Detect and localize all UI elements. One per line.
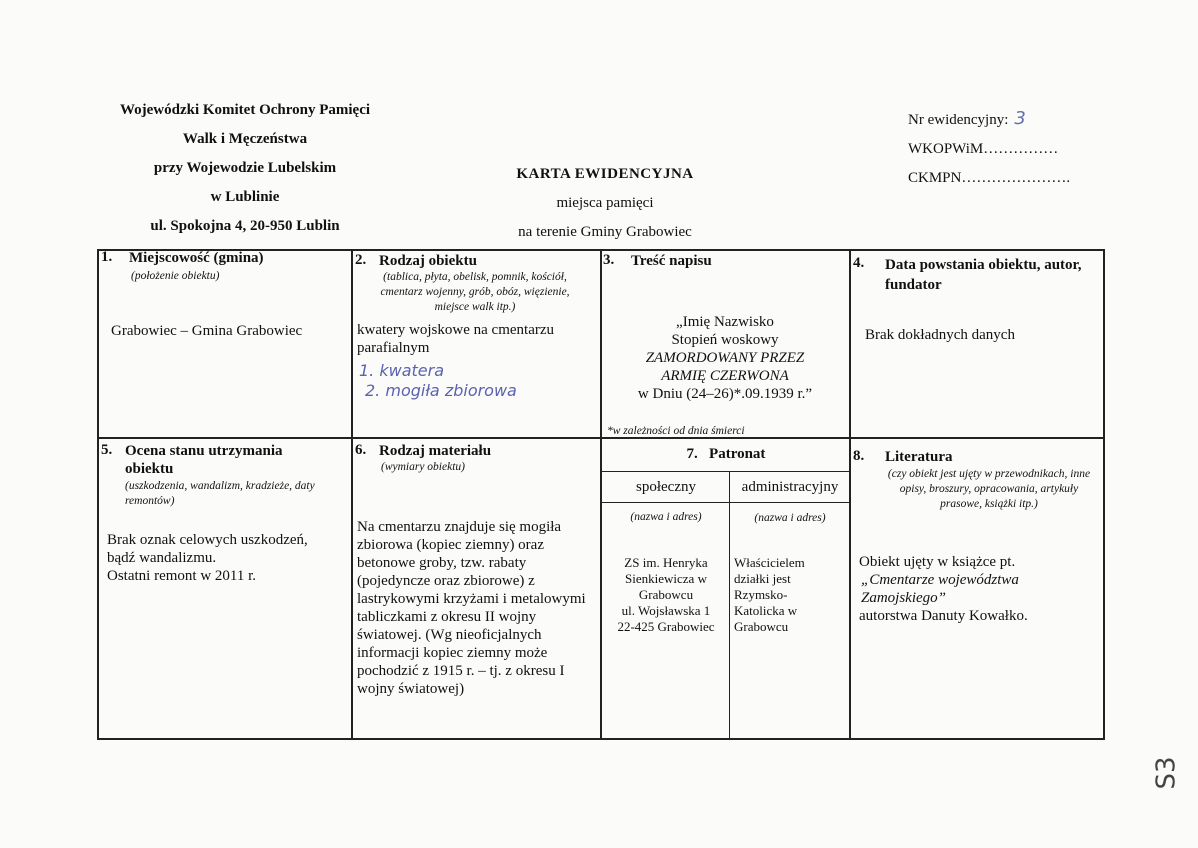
patronage-line: Grabowcu (638, 587, 694, 602)
cell-hint: (uszkodzenia, wandalizm, kradzieże, daty remontów) (125, 480, 315, 507)
cell-number: 8. (853, 448, 865, 464)
inscription-line: ZAMORDOWANY PRZEZ (645, 350, 805, 366)
creation-date-value: Brak dokładnych danych (865, 327, 1015, 343)
cell-hint: (wymiary obiektu) (381, 461, 465, 473)
org-line: ul. Spokojna 4, 20-950 Lublin (150, 218, 340, 234)
cell-material (355, 439, 597, 737)
cell-number: 3. (603, 252, 615, 268)
column-divider (600, 249, 602, 740)
org-line: Wojewódzki Komitet Ochrony Pamięci (119, 102, 371, 118)
cell-number: 7. (686, 446, 698, 462)
registry-numbers (908, 104, 1070, 193)
condition-line: bądź wandalizmu. (107, 550, 217, 566)
patronage-social-value (603, 555, 729, 635)
condition-line: Brak oznak celowych uszkodzeń, (107, 532, 308, 548)
patronage-admin-value (734, 555, 849, 635)
literature-book-title: „Cmentarze województwa Zamojskiego” (861, 572, 1019, 606)
inscription-line: „Imię Nazwisko (676, 314, 774, 330)
patronage-title: Patronat (709, 446, 766, 462)
material-value: Na cmentarzu znajduje się mogiła zbiorowa (kopiec ziemny) oraz betonowe groby, tzw. rabaty (pojedyncze oraz zbiorowe) z lastrykowymi krzyżami i metalowymi tabliczkami z okresu II wojny światowej. (Wg nieoficjalnych informacji kopiec ziemny może pochodzić z 1915 r. – tj. z okresu I wojny światowej) (357, 519, 586, 697)
object-type-value: kwatery wojskowe na cmentarzu parafialnym (357, 322, 555, 356)
patronage-line: działki jest (734, 571, 791, 586)
cell-patronage (603, 439, 849, 737)
cell-hint: (nazwa i adres) (754, 512, 826, 524)
document-area: na terenie Gminy Grabowiec (518, 224, 692, 240)
patronage-line: Rzymsko- (734, 587, 788, 602)
org-line: w Lublinie (210, 189, 280, 205)
ckmpn-field: CKMPN…………………. (908, 170, 1071, 186)
cell-inscription (603, 249, 847, 435)
nr-value: 3 (1014, 108, 1026, 129)
literature-line: autorstwa Danuty Kowałko. (859, 608, 1028, 624)
cell-location (101, 249, 347, 435)
cell-literature (853, 439, 1101, 737)
record-form-table (97, 249, 1105, 740)
nr-label: Nr ewidencyjny: (908, 112, 1009, 128)
patronage-admin-label: administracyjny (741, 479, 839, 495)
document-subtitle: miejsca pamięci (556, 195, 654, 211)
cell-title: Treść napisu (631, 253, 712, 269)
handwritten-note: 1. kwatera (359, 361, 445, 380)
cell-hint: (tablica, płyta, obelisk, pomnik, kościół, cmentarz wojenny, grób, obóz, więzienie, miejsce walk itp.) (380, 271, 570, 313)
cell-title: Ocena stanu utrzymania obiektu (125, 443, 283, 477)
cell-hint: (położenie obiektu) (131, 270, 220, 282)
table-border (97, 249, 99, 740)
patronage-line: ul. Wojsławska 1 (621, 603, 711, 618)
cell-number: 6. (355, 442, 367, 458)
cell-hint: (nazwa i adres) (630, 511, 702, 523)
cell-title: Literatura (885, 449, 953, 465)
cell-object-type (355, 249, 597, 435)
cell-title (603, 445, 849, 463)
org-line: przy Wojewodzie Lubelskim (153, 160, 337, 176)
patronage-line: Grabowcu (734, 619, 789, 634)
literature-value (859, 553, 1099, 625)
cell-hint: (czy obiekt jest ujęty w przewodnikach, inne opisy, broszury, opracowania, artykuły prasowe, książki itp.) (887, 468, 1091, 510)
condition-line: Ostatni remont w 2011 r. (107, 568, 257, 584)
inscription-line: w Dniu (24–26)*.09.1939 r.” (637, 386, 813, 402)
column-divider (849, 249, 851, 740)
cell-number: 1. (101, 249, 113, 265)
cell-title: Rodzaj materiału (379, 443, 492, 459)
literature-line: Obiekt ujęty w książce pt. (859, 554, 1016, 570)
inscription-footnote: *w zależności od dnia śmierci (607, 425, 745, 437)
org-line: Walk i Męczeństwa (182, 131, 308, 147)
cell-title: Rodzaj obiektu (379, 253, 477, 269)
patronage-line: Właścicielem (734, 555, 805, 570)
wkopwim-field: WKOPWiM…………… (908, 141, 1059, 157)
inscription-line: Stopień woskowy (671, 332, 779, 348)
location-value: Grabowiec – Gmina Grabowiec (111, 323, 303, 339)
column-divider (351, 249, 353, 740)
condition-value (107, 531, 347, 585)
organization-block (70, 96, 420, 241)
patronage-line: ZS im. Henryka (624, 555, 708, 570)
cell-number: 5. (101, 442, 113, 458)
cell-number: 4. (853, 255, 865, 271)
patronage-line: 22-425 Grabowiec (617, 619, 715, 634)
document-title-block (470, 160, 740, 247)
inscription-line: ARMIĘ CZERWONA (661, 368, 789, 384)
document-title: KARTA EWIDENCYJNA (516, 166, 694, 182)
patronage-line: Sienkiewicza w (625, 571, 707, 586)
cell-condition (101, 439, 347, 737)
handwritten-note: 2. mogiła zbiorowa (365, 381, 517, 400)
table-border (1103, 249, 1105, 740)
inscription-text (603, 313, 847, 403)
patronage-line: Katolicka w (734, 603, 798, 618)
cell-number: 2. (355, 252, 367, 268)
margin-handwritten-mark: S3 (1151, 756, 1182, 790)
cell-creation-date (853, 249, 1101, 435)
cell-title: Miejscowość (gmina) (129, 250, 264, 266)
cell-title: Data powstania obiektu, autor, fundator (885, 257, 1082, 293)
patronage-social-label: społeczny (636, 479, 696, 495)
